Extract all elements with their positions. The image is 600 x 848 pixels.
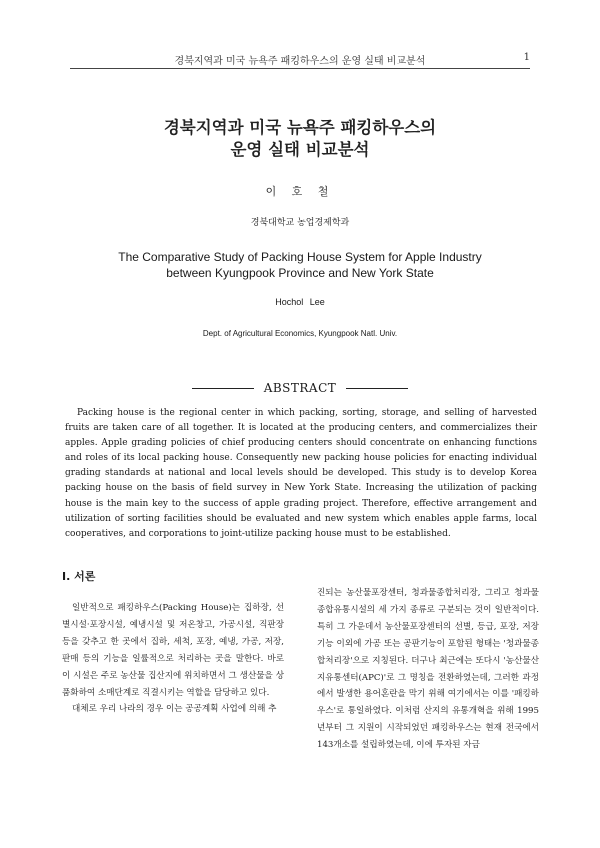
abstract-heading xyxy=(0,381,600,395)
body-paragraph: 일반적으로 패킹하우스(Packing House)는 집하장, 선별시설·포장시설, 예냉시설 및 저온창고, 가공시설, 직판장 등을 갖추고 한 곳에서 집하, 세척, 포장, 예냉, 가공, 저장, 판매 등의 기능을 일률적으로 처리하는 곳을 말한다. 바로 이 시설은 주로 농산물 집산지에 위치하면서 그 생산물을 상품화하여 소매단계로 직결시키는 역할을 담당하고 있다. xyxy=(62,603,284,698)
abstract-heading-text: ABSTRACT xyxy=(263,381,337,395)
english-affiliation: Dept. of Agricultural Economics, Kyungpook Natl. Univ. xyxy=(202,329,398,338)
english-title-line2: between Kyungpook Province and New York State xyxy=(166,266,434,280)
abstract-body: Packing house is the regional center in which packing, sorting, storage, and selling of harvested fruits are taken care of all together. It is located at the producing centers, and commercializes their apples. Apple grading policies of chief producing centers should concentrate on enhancing functions and roles of its local packing house. Consequently new packing house policies for enacting individual grading standards at national and local levels should be developed. This study is to develop Korea packing house on the basis of field survey in New York State. Increasing the utilization of packing house is the main key to the success of apple grading project. Therefore, effective arrangement and utilization of sorting facilities should be evaluated and new system which enables apple farms, local cooperatives, and corporations to joint-utilize packing house must to be established. xyxy=(65,408,537,539)
english-title-line1: The Comparative Study of Packing House System for Apple Industry xyxy=(118,250,482,264)
korean-title-line2: 운영 실태 비교분석 xyxy=(230,140,370,159)
body-column-right xyxy=(317,585,539,754)
korean-title-line1: 경북지역과 미국 뉴욕주 패킹하우스의 xyxy=(163,118,437,137)
section-heading-introduction: Ⅰ. 서론 xyxy=(62,570,96,583)
korean-title xyxy=(0,117,600,161)
abstract-rule-right xyxy=(346,388,408,389)
korean-author: 이 호 철 xyxy=(265,185,335,198)
korean-affiliation: 경북대학교 농업경제학과 xyxy=(250,218,350,228)
page-number: 1 xyxy=(523,52,530,63)
header-rule xyxy=(70,68,530,69)
abstract-rule-left xyxy=(192,388,254,389)
body-paragraph: 진되는 농산물포장센터, 청과물종합처리장, 그리고 청과물종합유통시설의 세 가지 종류로 구분되는 것이 일반적이다. 특히 그 가운데서 농산물포장센터의 선별, 등급, 포장, 저장 기능 이외에 가공 또는 공판기능이 포함된 형태는 '청과물종합처리장'으로 지칭된다. 더구나 최근에는 또다시 '농산물산지유통센터(APC)'로 그 명칭을 전환하였는데, 그러한 과정에서 발생한 용어혼란을 막기 위해 여기에서는 이를 '패킹하우스'로 통일하였다. 이처럼 산지의 유통개혁을 위해 1995년부터 그 지원이 시작되었던 패킹하우스는 현재 전국에서 143개소를 설립하였는데, 이에 투자된 자금 xyxy=(317,588,539,751)
english-title xyxy=(0,249,600,281)
running-title: 경북지역과 미국 뉴욕주 패킹하우스의 운영 실태 비교분석 xyxy=(174,56,426,67)
body-column-left xyxy=(62,568,284,718)
body-paragraph: 대체로 우리 나라의 경우 이는 공공계획 사업에 의해 추 xyxy=(72,704,277,715)
english-author: Hochol Lee xyxy=(275,297,325,307)
